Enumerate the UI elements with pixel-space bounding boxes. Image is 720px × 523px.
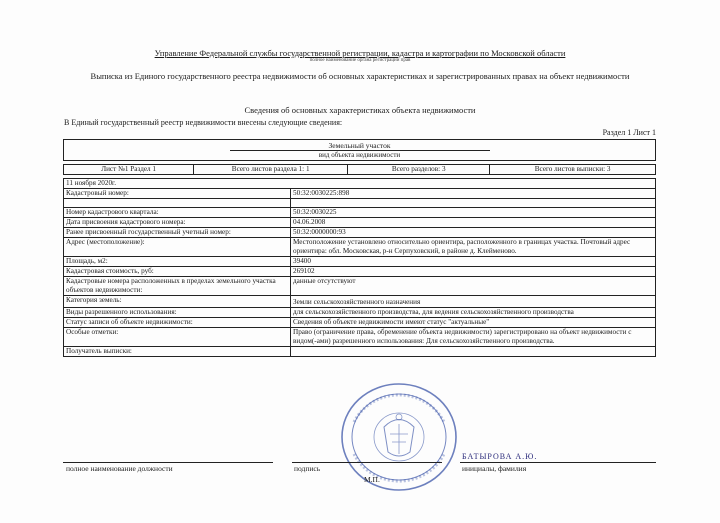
section-intro: В Единый государственный реестр недвижимости внесены следующие сведения: [64,118,343,127]
object-type-caption: вид объекта недвижимости [230,150,490,159]
name-line [460,462,656,463]
position-line [63,462,273,463]
table-row [64,218,656,228]
row-value: Местоположение установлено относительно ориентира, расположенного в границах участка. Почтовый адрес ориентира: обл. Московская, р-н Серпуховский, в районе д. Клейменово. [291,238,656,257]
counts-row [63,164,656,175]
row-label: Кадастровый номер: [64,189,291,199]
seal-caption: М.П. [364,475,380,484]
row-label: Ранее присвоенный государственный учетный номер: [64,228,291,238]
position-caption: полное наименование должности [66,464,173,473]
sheet-number: Лист №1 Раздел 1 [64,165,194,175]
table-row [64,318,656,328]
row-label: Дата присвоения кадастрового номера: [64,218,291,228]
row-label: Виды разрешенного использования: [64,308,291,318]
row-label: Кадастровая стоимость, руб: [64,267,291,277]
row-value: 39400 [291,257,656,267]
row-value: 04.06.2008 [291,218,656,228]
table-row [64,238,656,257]
table-row [64,347,656,357]
row-label: Статус записи об объекте недвижимости: [64,318,291,328]
signer-name: БАТЫРОВА А.Ю. [462,452,538,461]
row-value: 50:32:0030225 [291,208,656,218]
row-label: Категория земель: [64,296,291,308]
row-value [291,347,656,357]
table-row [64,189,656,199]
sections-total: Всего разделов: 3 [348,165,490,175]
object-type: Земельный участок [328,141,391,150]
row-label: Кадастровые номера расположенных в пределах земельного участка объектов недвижимости: [64,277,291,296]
row-value: Сведения об объекте недвижимости имеют статус "актуальные" [291,318,656,328]
characteristics-table [63,188,656,357]
row-label: Площадь, м2: [64,257,291,267]
agency-caption: полное наименование органа регистрации прав [309,58,411,63]
official-seal [340,382,458,492]
sheets-in-extract: Всего листов выписки: 3 [490,165,656,175]
row-value: 50:32:0030225:898 [291,189,656,199]
signature-caption: подпись [294,464,321,473]
table-row [64,308,656,318]
row-value: для сельскохозяйственного производства, для ведения сельскохозяйственного производства [291,308,656,318]
name-caption: инициалы, фамилия [462,464,527,473]
sheets-in-section: Всего листов раздела 1: 1 [194,165,348,175]
table-row [64,228,656,238]
row-value: 269102 [291,267,656,277]
row-label: Номер кадастрового квартала: [64,208,291,218]
signature-line [292,462,442,463]
agency-name: Управление Федеральной службы государственной регистрации, кадастра и картографии по Московской области [154,48,566,58]
extract-date: 11 ноября 2020г. [64,179,656,189]
row-value: Право (ограничение права, обременение объекта недвижимости) зарегистрировано на объект недвижимости с видом(-ами) разрешенного использования: Для сельскохозяйственного производства. [291,328,656,347]
row-label: Особые отметки: [64,328,291,347]
section-title: Сведения об основных характеристиках объекта недвижимости [244,105,476,115]
sheet-reference: Раздел 1 Лист 1 [602,128,656,137]
table-row [64,257,656,267]
row-label: Получатель выписки: [64,347,291,357]
table-row [64,277,656,296]
table-row [64,296,656,308]
object-type-box [63,139,656,161]
row-value: 50:32:0000000:93 [291,228,656,238]
table-row [64,267,656,277]
extract-title: Выписка из Единого государственного реестра недвижимости об основных характеристиках и зарегистрированных правах на объект недвижимости [90,71,630,81]
row-value: данные отсутствуют [291,277,656,296]
row-value: Земли сельскохозяйственного назначения [291,296,656,308]
table-row [64,208,656,218]
table-row [64,328,656,347]
table-row [64,199,656,208]
row-label: Адрес (местоположение): [64,238,291,257]
